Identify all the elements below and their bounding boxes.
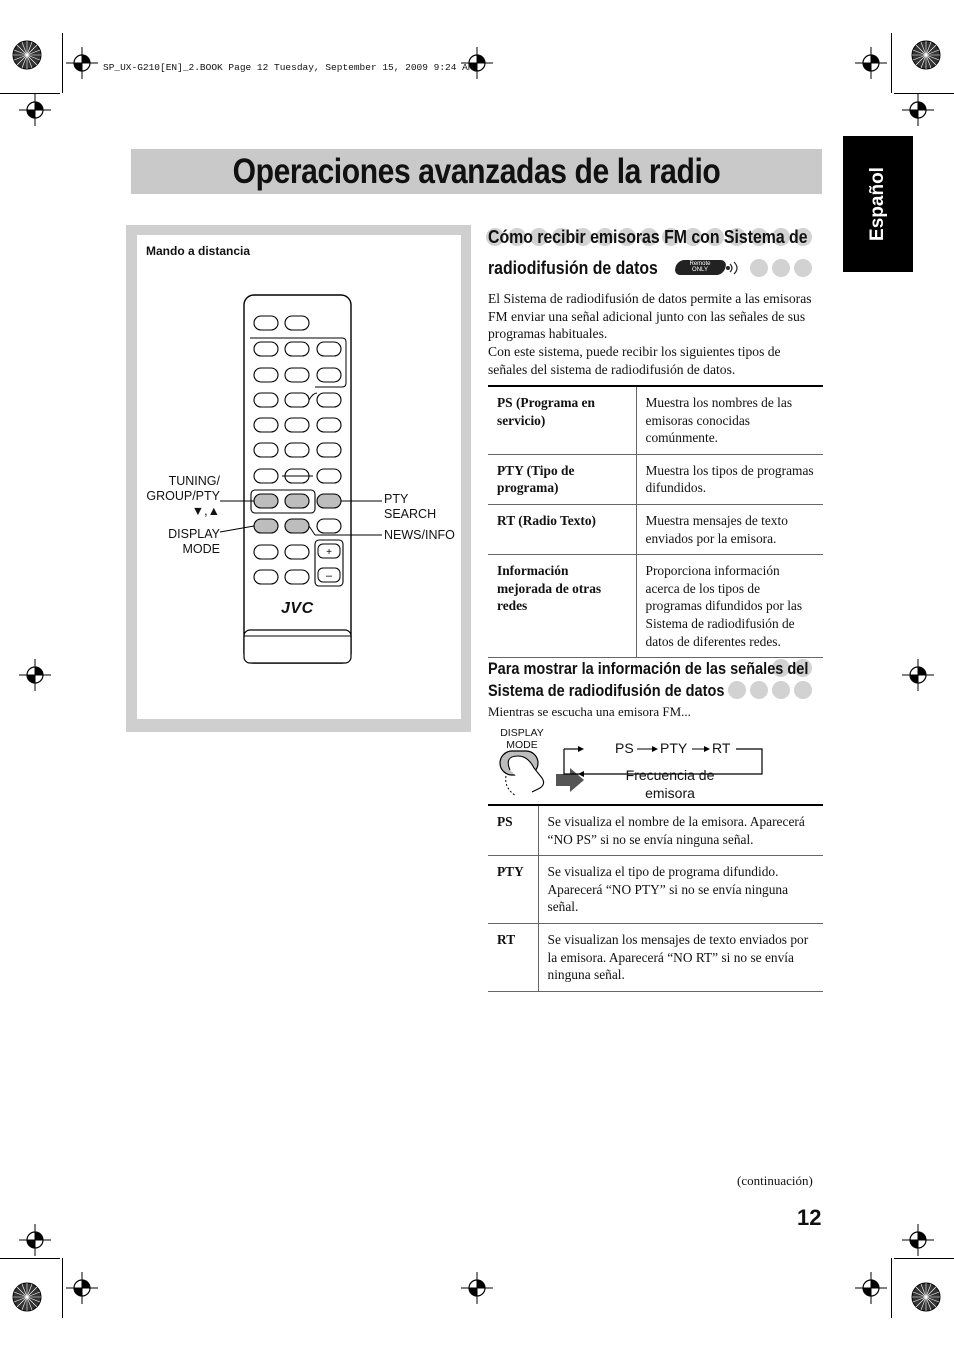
row-value: Muestra los nombres de las emisoras conocidas comúnmente. bbox=[645, 395, 793, 446]
rds-signal-table bbox=[488, 385, 823, 658]
svg-text:+: + bbox=[326, 547, 332, 558]
row-key: PS bbox=[488, 805, 538, 856]
diagram-rt: RT bbox=[712, 740, 731, 756]
section2-heading-line1: Para mostrar la información de las señales del bbox=[488, 660, 809, 678]
row-value: Se visualizan los mensajes de texto enviados por la emisora. Aparecerá “NO RT” si no se envía ninguna señal. bbox=[547, 931, 809, 983]
label-pty-search: PTY SEARCH bbox=[384, 492, 437, 521]
label-tuning-group-pty: TUNING/ GROUP/PTY ▼,▲ bbox=[146, 474, 220, 518]
table-row bbox=[488, 386, 823, 454]
diagram-ps: PS bbox=[615, 740, 634, 756]
page-number: 12 bbox=[797, 1205, 822, 1230]
table-row bbox=[488, 856, 823, 924]
language-tab-label: Español bbox=[867, 167, 888, 241]
language-tab bbox=[843, 136, 913, 272]
label-news-info: NEWS/INFO bbox=[384, 528, 455, 542]
diagram-button-label: DISPLAY MODE bbox=[500, 727, 544, 751]
title-bar bbox=[131, 149, 822, 194]
row-value: Muestra mensajes de texto enviados por la emisora. bbox=[645, 512, 788, 546]
jvc-logo: JVC bbox=[281, 600, 314, 617]
remote-only-badge-text: Remote ONLY bbox=[689, 261, 711, 273]
row-key: PTY bbox=[488, 856, 538, 924]
section1-intro: El Sistema de radiodifusión de datos permite a las emisoras FM enviar una señal adicional junto con las señales de sus programas habituales. Con este sistema, puede recibir los siguientes tipos de señales del sistema de radiodifusión de datos. bbox=[488, 291, 812, 377]
row-key: RT bbox=[488, 923, 538, 991]
row-value: Proporciona información acerca de los tipos de programas difundidos por las Sistema de radiodifusión de datos de diferentes redes. bbox=[645, 563, 803, 649]
book-header-line: SP_UX-G210[EN]_2.BOOK Page 12 Tuesday, September 15, 2009 9:24 AM bbox=[103, 62, 474, 73]
section2-lead: Mientras se escucha una emisora FM... bbox=[488, 704, 691, 719]
row-key: PS (Programa en servicio) bbox=[488, 386, 636, 454]
section1-heading-line2: radiodifusión de datos bbox=[488, 258, 658, 278]
row-value: Se visualiza el nombre de la emisora. Aparecerá “NO PS” si no se envía ninguna señal. bbox=[547, 814, 805, 847]
row-key: Información mejorada de otras redes bbox=[488, 555, 636, 658]
section1-heading-line1: Cómo recibir emisoras FM con Sistema de bbox=[488, 227, 808, 247]
continuation-note: (continuación) bbox=[737, 1173, 813, 1188]
row-value: Muestra los tipos de programas difundidos. bbox=[645, 462, 814, 496]
row-value: Se visualiza el tipo de programa difundido. Aparecerá “NO PTY” si no se envía ninguna señal. bbox=[547, 864, 789, 915]
row-key: PTY (Tipo de programa) bbox=[488, 454, 636, 504]
svg-text:–: – bbox=[325, 570, 333, 582]
table-row bbox=[488, 805, 823, 856]
label-display-mode: DISPLAY MODE bbox=[168, 527, 220, 556]
remote-caption: Mando a distancia bbox=[146, 244, 251, 258]
table-row bbox=[488, 504, 823, 554]
page-title: Operaciones avanzadas de la radio bbox=[232, 152, 721, 191]
row-key: RT (Radio Texto) bbox=[488, 504, 636, 554]
section2-heading-line2: Sistema de radiodifusión de datos bbox=[488, 682, 725, 700]
display-mode-table bbox=[488, 804, 823, 992]
remote-only-badge bbox=[672, 258, 726, 276]
diagram-pty: PTY bbox=[660, 740, 688, 756]
table-row bbox=[488, 555, 823, 658]
table-row bbox=[488, 454, 823, 504]
diagram-frequency: Frecuencia de emisora bbox=[625, 767, 715, 801]
table-row bbox=[488, 923, 823, 991]
